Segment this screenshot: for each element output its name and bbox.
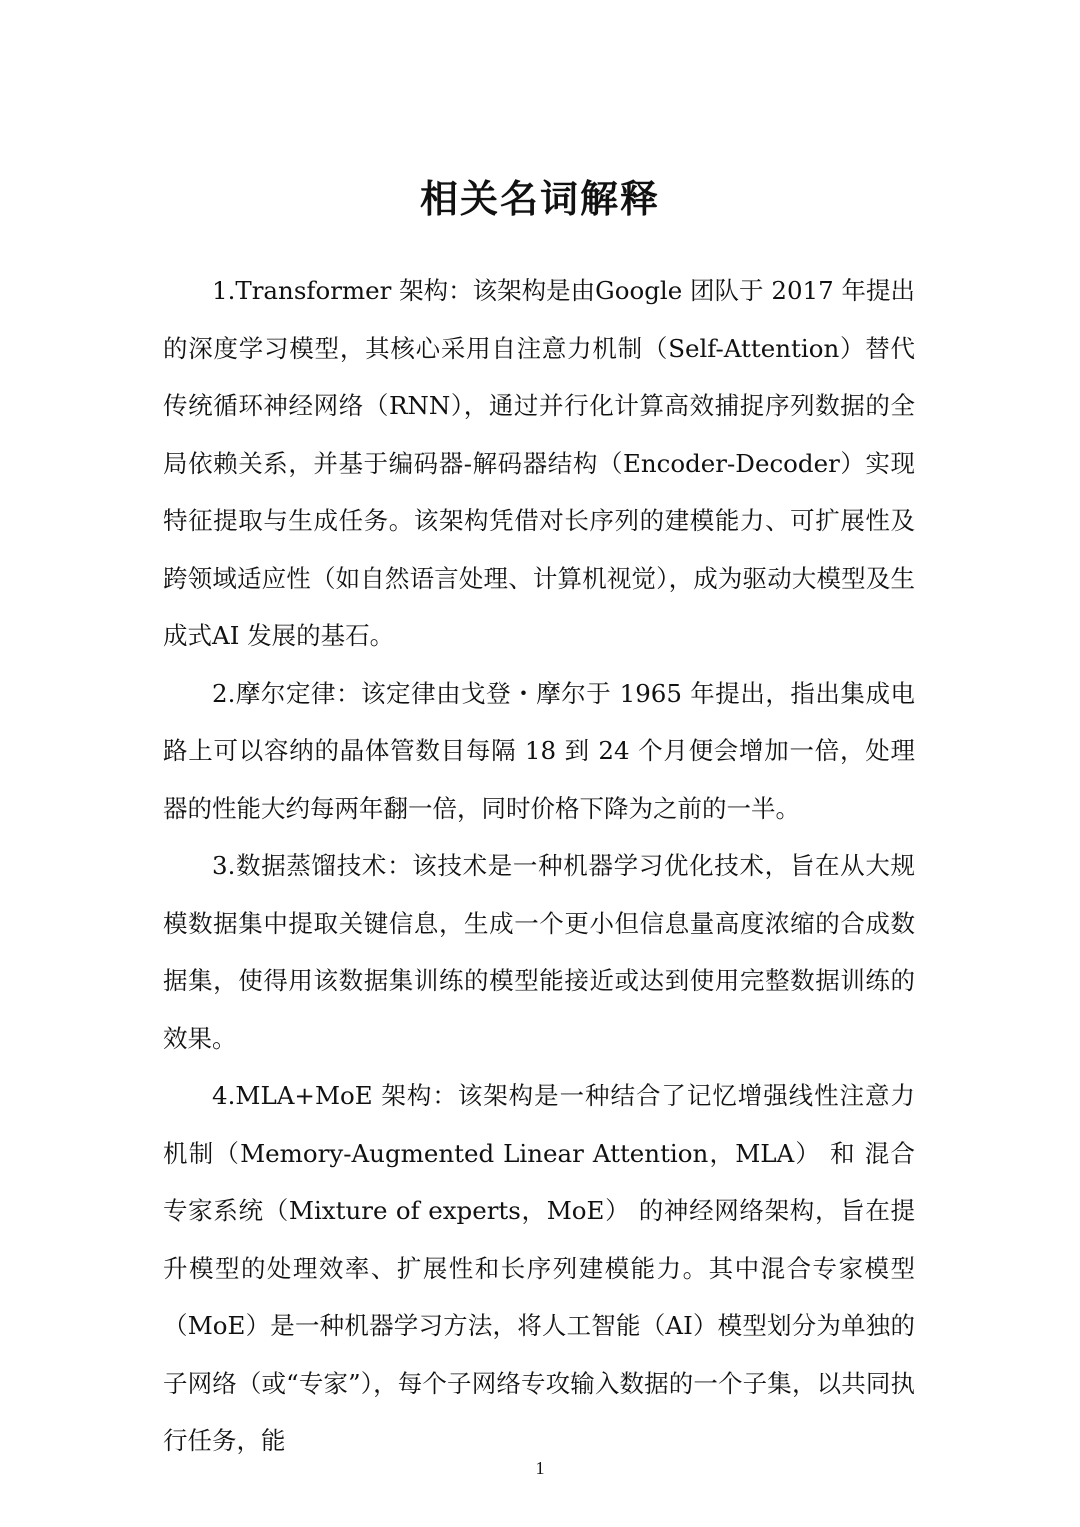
paragraph-data-distillation: 3.数据蒸馏技术：该技术是一种机器学习优化技术，旨在从大规模数据集中提取关键信息，生成一个更小但信息量高度浓缩的合成数据集，使得用该数据集训练的模型能接近或达到使用完整数据训练的效果。	[163, 851, 915, 1053]
paragraph-moores-law: 2.摩尔定律：该定律由戈登・摩尔于 1965 年提出，指出集成电路上可以容纳的晶体管数目每隔 18 到 24 个月便会增加一倍，处理器的性能大约每两年翻一倍，同时价格下降为之前的一半。	[163, 678, 915, 823]
paragraph-mla-moe: 4.MLA+MoE 架构：该架构是一种结合了记忆增强线性注意力机制（Memory-Augmented Linear Attention，MLA） 和 混合专家系统（Mixture of experts，MoE） 的神经网络架构，旨在提升模型的处理效率、扩展性和长序列建模能力。其中混合专家模型（MoE）是一种机器学习方法，将人工智能（AI）模型划分为单独的子网络（或“专家”），每个子网络专攻输入数据的一个子集，以共同执行任务，能	[163, 1081, 915, 1455]
document-body	[163, 262, 915, 1470]
page-number: 1	[535, 1458, 545, 1478]
paragraph-transformer: 1.Transformer 架构：该架构是由Google 团队于 2017 年提出的深度学习模型，其核心采用自注意力机制（Self-Attention）替代传统循环神经网络（RNN），通过并行化计算高效捕捉序列数据的全局依赖关系，并基于编码器-解码器结构（Encoder-Decoder）实现特征提取与生成任务。该架构凭借对长序列的建模能力、可扩展性及跨领域适应性（如自然语言处理、计算机视觉），成为驱动大模型及生成式AI 发展的基石。	[163, 276, 915, 650]
page-title: 相关名词解释	[419, 177, 660, 221]
